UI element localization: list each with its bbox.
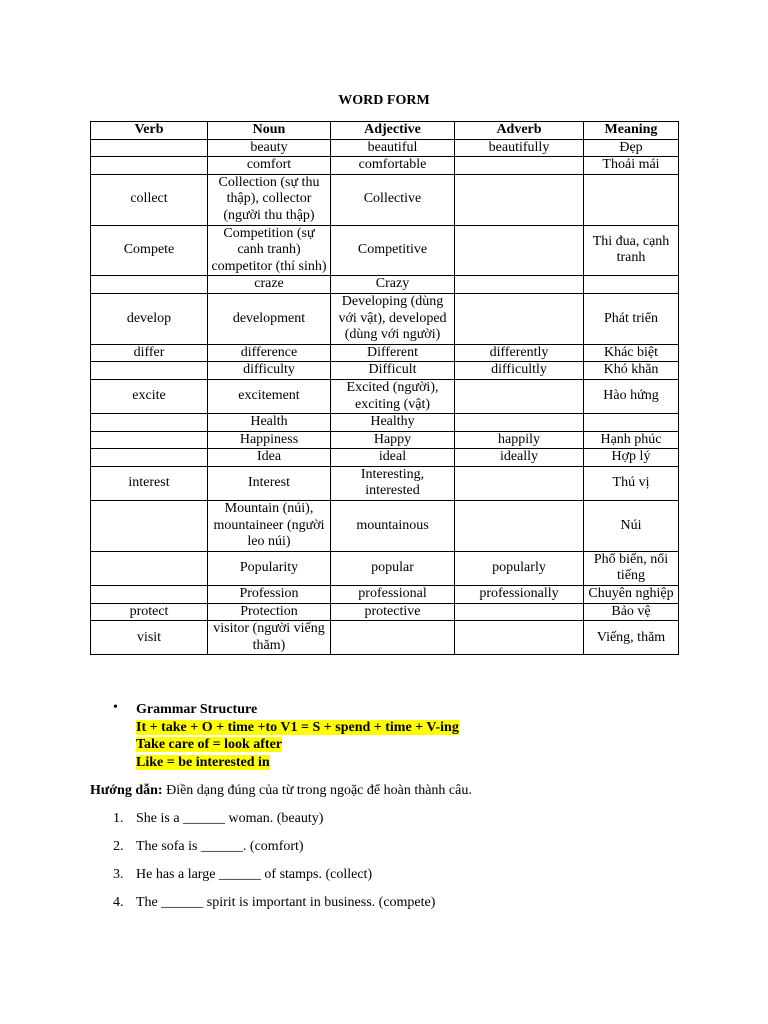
cell-noun: Idea — [208, 449, 331, 467]
cell-verb — [91, 362, 208, 380]
table-row — [91, 379, 679, 413]
cell-noun: difference — [208, 344, 331, 362]
table-row — [91, 157, 679, 175]
cell-noun: Profession — [208, 586, 331, 604]
cell-verb — [91, 414, 208, 432]
cell-adjective: Different — [331, 344, 455, 362]
cell-adverb: difficultly — [455, 362, 584, 380]
cell-meaning: Hợp lý — [584, 449, 679, 467]
header-verb: Verb — [91, 122, 208, 140]
exercise-text: The ______ spirit is important in business. (compete) — [136, 895, 436, 910]
cell-meaning: Viếng, thăm — [584, 621, 679, 655]
cell-meaning: Hào hứng — [584, 379, 679, 413]
exercise-text: The sofa is ______. (comfort) — [136, 839, 304, 854]
header-noun: Noun — [208, 122, 331, 140]
cell-noun: craze — [208, 276, 331, 294]
grammar-line: Take care of = look after — [136, 737, 283, 752]
cell-verb — [91, 501, 208, 552]
cell-meaning: Khó khăn — [584, 362, 679, 380]
cell-verb: visit — [91, 621, 208, 655]
cell-noun: comfort — [208, 157, 331, 175]
cell-adjective: comfortable — [331, 157, 455, 175]
cell-noun: Health — [208, 414, 331, 432]
cell-adverb — [455, 603, 584, 621]
table-row — [91, 139, 679, 157]
cell-meaning: Phát triển — [584, 293, 679, 344]
cell-adjective: Crazy — [331, 276, 455, 294]
table-row — [91, 501, 679, 552]
cell-verb: Compete — [91, 225, 208, 276]
cell-adverb — [455, 293, 584, 344]
exercise-text: She is a ______ woman. (beauty) — [136, 811, 324, 826]
cell-adjective: Competitive — [331, 225, 455, 276]
table-row — [91, 225, 679, 276]
cell-adjective: mountainous — [331, 501, 455, 552]
cell-meaning: Chuyên nghiệp — [584, 586, 679, 604]
cell-meaning: Đẹp — [584, 139, 679, 157]
cell-verb: interest — [91, 466, 208, 500]
cell-adverb — [455, 414, 584, 432]
header-meaning: Meaning — [584, 122, 679, 140]
cell-noun: Collection (sự thu thập), collector (người thu thập) — [208, 174, 331, 225]
cell-noun: Competition (sự canh tranh) competitor (thí sinh) — [208, 225, 331, 276]
cell-adverb — [455, 225, 584, 276]
cell-adjective: professional — [331, 586, 455, 604]
cell-adverb: professionally — [455, 586, 584, 604]
table-row — [91, 603, 679, 621]
grammar-line: It + take + O + time +to V1 = S + spend + time + V-ing — [136, 719, 459, 735]
cell-adjective: Happy — [331, 431, 455, 449]
cell-meaning: Núi — [584, 501, 679, 552]
cell-adjective: Developing (dùng với vật), developed (dùng với người) — [331, 293, 455, 344]
table-row — [91, 431, 679, 449]
page-title: WORD FORM — [338, 93, 430, 108]
cell-meaning: Khác biệt — [584, 344, 679, 362]
cell-meaning — [584, 414, 679, 432]
cell-verb — [91, 449, 208, 467]
cell-adverb — [455, 157, 584, 175]
table-row — [91, 276, 679, 294]
header-adverb: Adverb — [455, 122, 584, 140]
cell-meaning — [584, 174, 679, 225]
exercise-number: 4. — [113, 895, 124, 910]
table-row — [91, 621, 679, 655]
cell-noun: development — [208, 293, 331, 344]
cell-noun: Protection — [208, 603, 331, 621]
instruction-text: Điền dạng đúng của từ trong ngoặc để hoàn thành câu. — [162, 783, 472, 798]
cell-noun: visitor (người viếng thăm) — [208, 621, 331, 655]
table-row — [91, 466, 679, 500]
cell-adverb: beautifully — [455, 139, 584, 157]
cell-adverb — [455, 466, 584, 500]
table-header-row — [91, 122, 679, 140]
cell-adjective — [331, 621, 455, 655]
cell-verb — [91, 276, 208, 294]
cell-meaning: Thú vị — [584, 466, 679, 500]
cell-meaning — [584, 276, 679, 294]
cell-noun: Popularity — [208, 551, 331, 585]
grammar-line: Like = be interested in — [136, 754, 270, 770]
exercise-text: He has a large ______ of stamps. (collect) — [136, 867, 373, 882]
cell-verb — [91, 586, 208, 604]
table-row — [91, 344, 679, 362]
cell-adverb — [455, 276, 584, 294]
table-row — [91, 449, 679, 467]
word-form-table — [90, 121, 679, 655]
cell-adjective: protective — [331, 603, 455, 621]
table-body — [91, 139, 679, 655]
exercise-number: 2. — [113, 839, 124, 854]
cell-verb: differ — [91, 344, 208, 362]
cell-adjective: ideal — [331, 449, 455, 467]
cell-verb — [91, 157, 208, 175]
exercise-item — [113, 866, 372, 884]
cell-verb: collect — [91, 174, 208, 225]
cell-noun: Happiness — [208, 431, 331, 449]
exercise-item — [113, 838, 304, 856]
cell-adjective: Interesting, interested — [331, 466, 455, 500]
cell-adverb: ideally — [455, 449, 584, 467]
cell-verb: protect — [91, 603, 208, 621]
table-row — [91, 174, 679, 225]
cell-verb: develop — [91, 293, 208, 344]
grammar-title: Grammar Structure — [136, 702, 258, 717]
exercise-number: 3. — [113, 867, 124, 882]
cell-adverb — [455, 621, 584, 655]
exercise-item — [113, 894, 435, 912]
cell-verb: excite — [91, 379, 208, 413]
exercise-number: 1. — [113, 811, 124, 826]
cell-noun: beauty — [208, 139, 331, 157]
cell-noun: difficulty — [208, 362, 331, 380]
table-row — [91, 293, 679, 344]
cell-meaning: Thoải mái — [584, 157, 679, 175]
cell-adjective: popular — [331, 551, 455, 585]
instruction — [90, 782, 472, 800]
cell-verb — [91, 551, 208, 585]
cell-adverb — [455, 501, 584, 552]
table-row — [91, 551, 679, 585]
cell-adverb: happily — [455, 431, 584, 449]
cell-verb — [91, 431, 208, 449]
cell-noun: Mountain (núi), mountaineer (người leo núi) — [208, 501, 331, 552]
cell-meaning: Hạnh phúc — [584, 431, 679, 449]
header-adjective: Adjective — [331, 122, 455, 140]
cell-adjective: Excited (người), exciting (vật) — [331, 379, 455, 413]
cell-adjective: Difficult — [331, 362, 455, 380]
cell-adverb — [455, 174, 584, 225]
table-row — [91, 586, 679, 604]
bullet-icon: • — [113, 700, 118, 715]
cell-adjective: Healthy — [331, 414, 455, 432]
cell-adverb — [455, 379, 584, 413]
cell-noun: excitement — [208, 379, 331, 413]
exercise-item — [113, 810, 323, 828]
cell-noun: Interest — [208, 466, 331, 500]
cell-meaning: Thi đua, cạnh tranh — [584, 225, 679, 276]
grammar-structure — [136, 701, 459, 771]
cell-adverb: differently — [455, 344, 584, 362]
cell-adjective: beautiful — [331, 139, 455, 157]
cell-verb — [91, 139, 208, 157]
table-row — [91, 414, 679, 432]
table-row — [91, 362, 679, 380]
cell-adverb: popularly — [455, 551, 584, 585]
cell-adjective: Collective — [331, 174, 455, 225]
cell-meaning: Phổ biến, nổi tiếng — [584, 551, 679, 585]
instruction-label: Hướng dẫn: — [90, 783, 163, 798]
cell-meaning: Bảo vệ — [584, 603, 679, 621]
